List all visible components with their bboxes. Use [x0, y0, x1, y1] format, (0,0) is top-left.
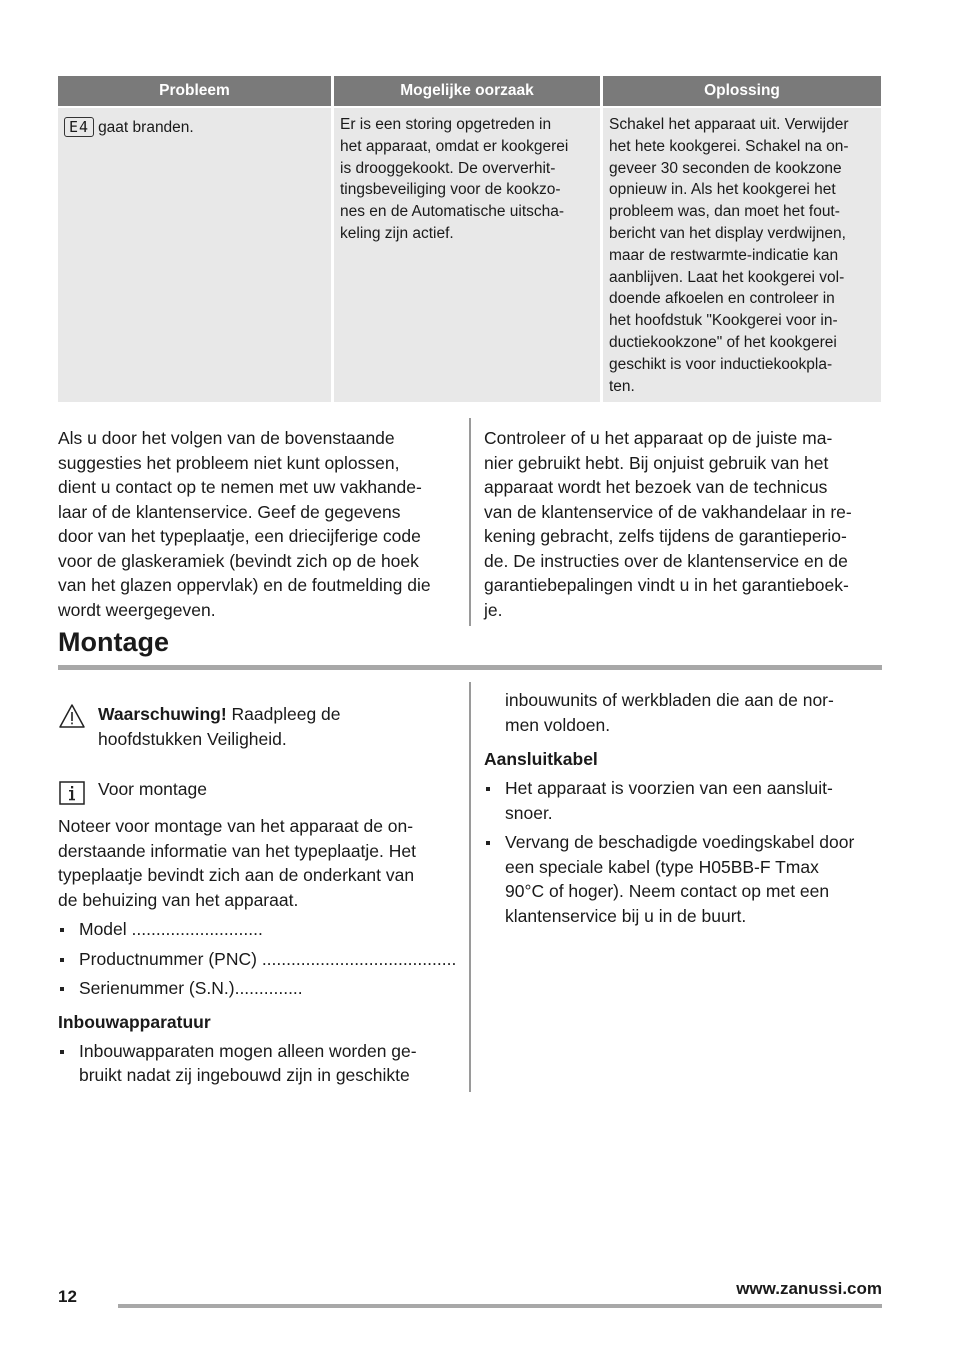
cell-cause [334, 108, 600, 402]
solution-line: geschikt is voor inductiekookpla- [609, 355, 833, 373]
solution-line: doende afkoelen en controleer in [609, 290, 835, 308]
solution-line: aanblijven. Laat het kookgerei vol- [609, 268, 845, 286]
intro-line: suggesties het probleem niet kunt oplossen, [58, 452, 400, 473]
header-oorzaak: Mogelijke oorzaak [334, 76, 600, 106]
page-number: 12 [58, 1287, 77, 1306]
montage-line: typeplaatje bevindt zich aan de onderkant van [58, 865, 415, 885]
intro-right [484, 426, 884, 622]
solution-line: ten. [609, 377, 635, 395]
intro-line: voor de glaskeramiek (bevindt zich op de hoek [58, 550, 419, 571]
inbouw-list [58, 1039, 460, 1088]
troubleshooting-table [58, 76, 881, 402]
info-text: Voor montage [98, 779, 207, 799]
warning-text: Raadpleeg de [226, 704, 341, 724]
table-row [58, 108, 881, 402]
solution-line: ductiekookzone" of het kookgerei [609, 333, 837, 351]
montage-line: derstaande informatie van het typeplaatje. Het [58, 840, 416, 861]
warning-icon [58, 702, 98, 751]
solution-line: bericht van het display verdwijnen, [609, 224, 846, 242]
intro-line: je. [484, 599, 503, 620]
intro-line: dient u contact op te nemen met uw vakhande- [58, 477, 422, 497]
solution-line: het hoofdstuk "Kookgerei voor in- [609, 312, 838, 330]
solution-line: opnieuw in. Als het kookgerei het [609, 181, 836, 199]
typeplate-fields [58, 917, 460, 1001]
field-serial: Serienummer (S.N.).............. [58, 976, 460, 1001]
aansluit-list [484, 776, 884, 928]
warning-text: hoofdstukken Veiligheid. [98, 728, 287, 749]
table-header [58, 76, 881, 106]
info-icon [58, 777, 98, 810]
list-line: 90°C of hoger). Neem contact op met een [505, 881, 830, 901]
warning-label: Waarschuwing! [98, 704, 227, 724]
cell-solution [603, 108, 881, 402]
list-line: bruikt nadat zij ingebouwd zijn in geschikte [79, 1065, 410, 1085]
list-line: Inbouwapparaten mogen alleen worden ge- [79, 1040, 417, 1061]
list-item [58, 1039, 460, 1088]
solution-line: probleem was, dan moet het fout- [609, 203, 840, 221]
list-item [484, 830, 884, 928]
list-line: inbouwunits of werkbladen die aan de nor- [505, 690, 834, 710]
footer-rule [118, 1304, 882, 1308]
footer-url[interactable]: www.zanussi.com [736, 1279, 882, 1298]
cause-line: Er is een storing opgetreden in [340, 116, 552, 133]
cell-problem [58, 108, 331, 402]
montage-line: de behuizing van het apparaat. [58, 889, 299, 910]
montage-line: Noteer voor montage van het apparaat de on- [58, 816, 414, 836]
intro-line: de. De instructies over de klantenservice en de [484, 550, 848, 571]
intro-line: wordt weergegeven. [58, 599, 216, 620]
solution-line: geveer 30 seconden de kookzone [609, 159, 842, 177]
cause-line: keling zijn actief. [340, 224, 454, 242]
section-title: Montage [58, 627, 169, 657]
list-item [484, 776, 884, 825]
montage-right [484, 688, 884, 928]
montage-left [58, 814, 460, 1088]
column-divider [469, 418, 471, 626]
intro-line: van de klantenservice of de vakhandelaar in re- [484, 501, 852, 522]
warning-note [58, 702, 460, 751]
intro-line: kening gebracht, zelfs tijdens de garantieperio- [484, 526, 847, 546]
list-line: een speciale kabel (type H05BB-F Tmax [505, 856, 819, 877]
list-line: men voldoen. [505, 714, 611, 735]
display-code-icon: E4 [64, 117, 94, 137]
cause-line: nes en de Automatische uitscha- [340, 203, 565, 221]
intro-line: van het glazen oppervlak) en de foutmelding die [58, 575, 431, 595]
field-pnc: Productnummer (PNC) ........................................ [58, 947, 460, 972]
intro-line: Controleer of u het apparaat op de juiste ma- [484, 428, 833, 448]
list-line: Vervang de beschadigde voedingskabel door [505, 832, 855, 852]
intro-line: garantiebepalingen vindt u in het garantieboek- [484, 575, 849, 595]
solution-line: maar de restwarmte-indicatie kan [609, 246, 839, 264]
solution-line: Schakel het apparaat uit. Verwijder [609, 116, 849, 133]
inbouw-title: Inbouwapparatuur [58, 1011, 211, 1032]
intro-left [58, 426, 460, 622]
intro-line: Als u door het volgen van de bovenstaande [58, 428, 395, 448]
header-oplossing: Oplossing [603, 76, 881, 106]
list-line: snoer. [505, 802, 553, 823]
intro-line: laar of de klantenservice. Geef de gegevens [58, 501, 401, 522]
header-probleem: Probleem [58, 76, 331, 106]
list-line: klantenservice bij u in de buurt. [505, 905, 747, 926]
field-model: Model ........................... [58, 917, 460, 942]
intro-line: nier gebruikt hebt. Bij onjuist gebruik van het [484, 452, 829, 473]
section-rule [58, 665, 882, 670]
problem-text: gaat branden. [98, 119, 194, 136]
info-note [58, 777, 460, 810]
solution-line: het hete kookgerei. Schakel na on- [609, 137, 849, 155]
aansluit-title: Aansluitkabel [484, 749, 598, 769]
cause-line: het apparaat, omdat er kookgerei [340, 137, 569, 155]
cause-line: tingsbeveiliging voor de kookzo- [340, 181, 561, 199]
column-divider [469, 682, 471, 1092]
intro-line: apparaat wordt het bezoek van de technicus [484, 477, 828, 497]
cause-line: is drooggekookt. De oververhit- [340, 159, 556, 177]
list-line: Het apparaat is voorzien van een aansluit- [505, 778, 833, 798]
intro-line: door van het typeplaatje, een driecijferige code [58, 526, 421, 546]
